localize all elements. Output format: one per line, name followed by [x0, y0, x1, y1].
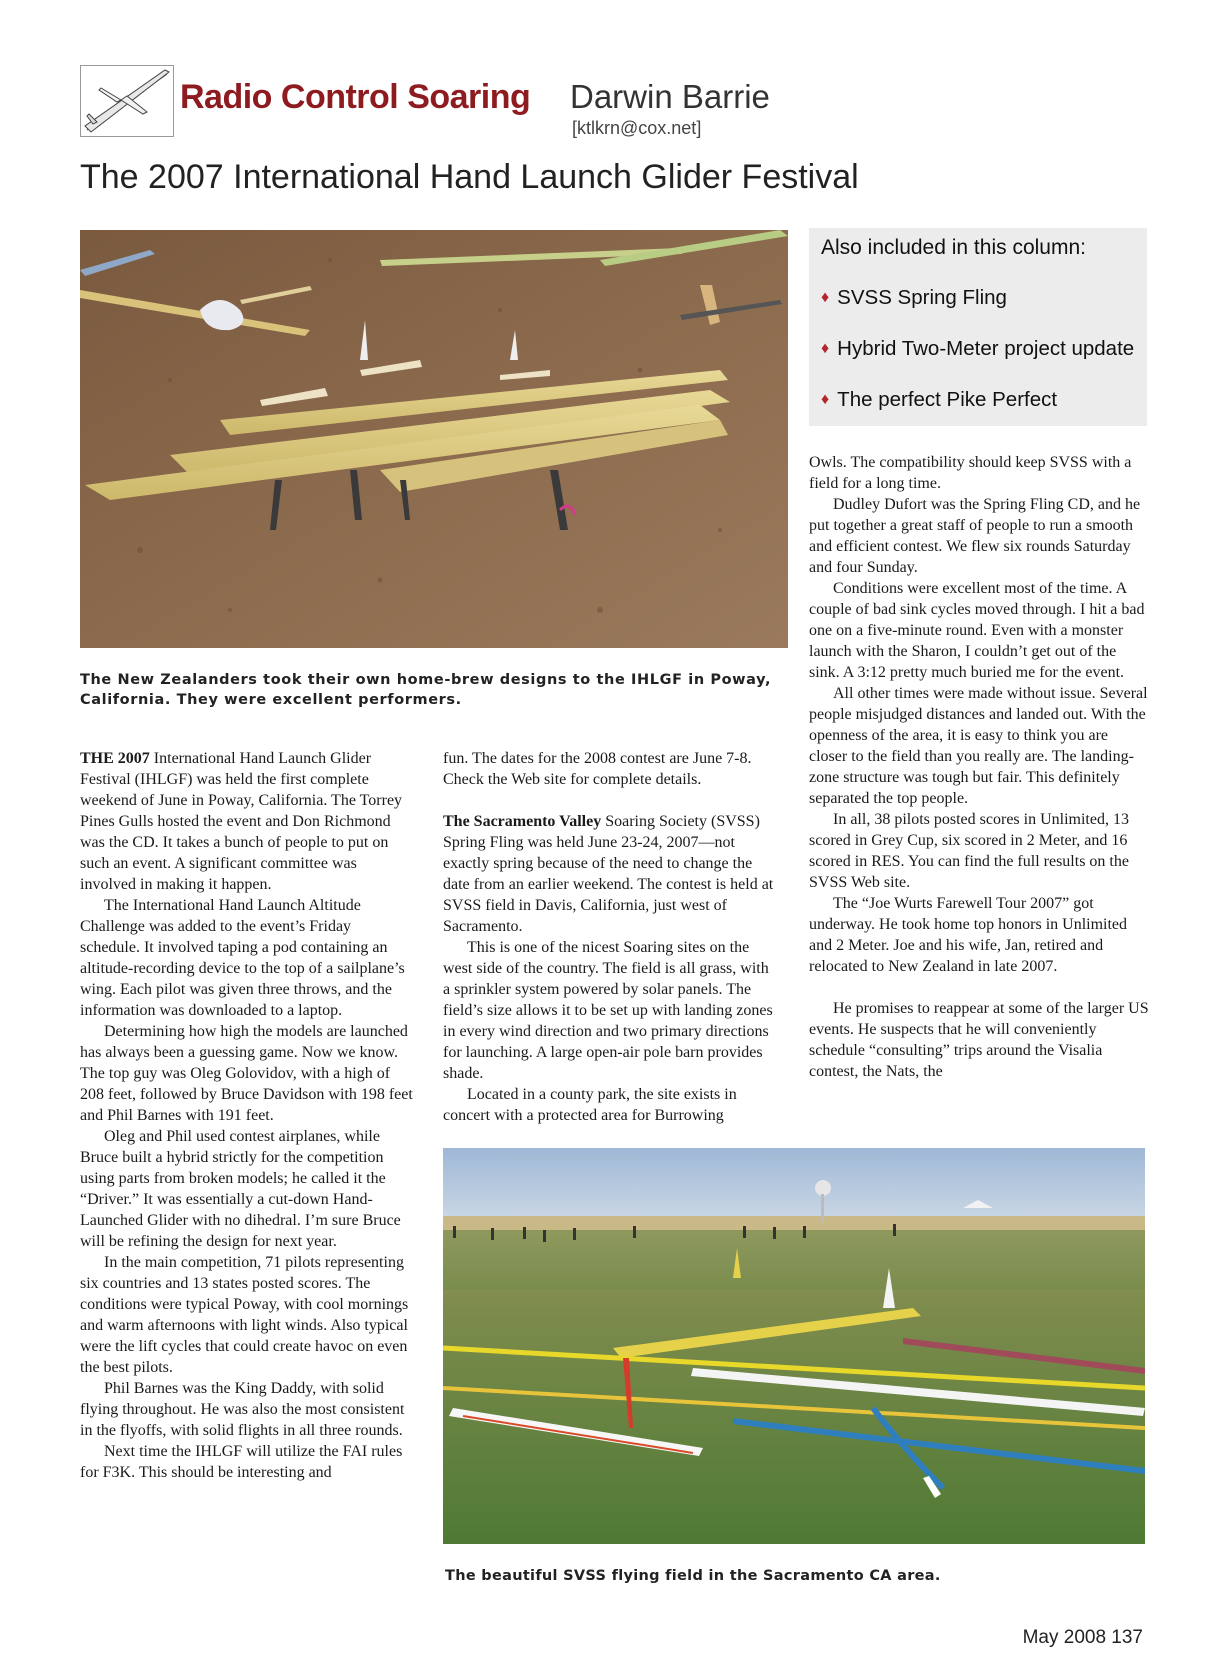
- column-title: Radio Control Soaring: [180, 78, 531, 116]
- paragraph: The Sacramento Valley Soaring Society (SVSS) Spring Fling was held June 23-24, 2007—not exactly spring because of the need to change the date from an earlier weekend. The contest is held at SVSS field in Davis, California, just west of Sacramento.: [443, 813, 774, 935]
- sidebar-item: ♦ Hybrid Two-Meter project update: [821, 337, 1135, 360]
- bullet-icon: ♦: [821, 340, 830, 357]
- paragraph: Phil Barnes was the King Daddy, with solid flying throughout. He was also the most consistent in the flyoffs, with solid flights in all three rounds.: [80, 1380, 405, 1439]
- paragraph: Conditions were excellent most of the time. A couple of bad sink cycles moved through. I hit a bad one on a five-minute round. Even with a monster launch with the Sharon, I couldn’t get out of the sink. A 3:12 pretty much buried me for the event.: [809, 580, 1145, 681]
- body-column-3: [809, 452, 1149, 1082]
- paragraph: THE 2007 International Hand Launch Glider Festival (IHLGF) was held the first complete weekend of June in Poway, California. The Torrey Pines Gulls hosted the event and Don Richmond was the CD. It takes a bunch of people to put on such an event. A significant committee was involved in making it happen.: [80, 750, 403, 893]
- paragraph: All other times were made without issue. Several people misjudged distances and landed out. With the openness of the area, it is easy to think you are closer to the field than you really are. The landing-zone structure was tough but fair. This definitely separated the top people.: [809, 685, 1148, 807]
- page-footer: May 2008 137: [1022, 1627, 1143, 1648]
- paragraph: In the main competition, 71 pilots representing six countries and 13 states posted scores. The conditions were typical Poway, with cool mornings and warm afternoons with light winds. Also typical were the lift cycles that could create havoc on even the best pilots.: [80, 1254, 409, 1376]
- column-logo: [80, 65, 174, 137]
- paragraph: This is one of the nicest Soaring sites on the west side of the country. The field is all grass, with a sprinkler system powered by solar panels. The field’s size allows it to be set up with landing zones in every wind direction and two primary directions for launching. A large open-air pole barn provides shade.: [443, 939, 773, 1082]
- body-column-2: [443, 748, 777, 1126]
- paragraph: In all, 38 pilots posted scores in Unlimited, 13 scored in Grey Cup, six scored in 2 Meter, and 16 scored in RES. You can find the full results on the SVSS Web site.: [809, 811, 1129, 891]
- paragraph: Oleg and Phil used contest airplanes, while Bruce built a hybrid strictly for the competition using parts from broken models; he called it the “Driver.” It was essentially a cut-down Hand-Launched Glider with no dihedral. I’m sure Bruce will be refining the design for next year.: [80, 1128, 401, 1250]
- sidebar-heading: Also included in this column:: [821, 236, 1086, 259]
- paragraph: He promises to reappear at some of the larger US events. He suspects that he will conveniently schedule “consulting” trips around the Visalia contest, the Nats, the: [809, 1000, 1149, 1080]
- also-included-box: [809, 228, 1147, 426]
- paragraph: Owls. The compatibility should keep SVSS with a field for a long time.: [809, 454, 1132, 492]
- article-title: The 2007 International Hand Launch Glider Festival: [80, 158, 859, 196]
- bullet-icon: ♦: [821, 391, 830, 408]
- bullet-icon: ♦: [821, 289, 830, 306]
- sidebar-item: ♦ SVSS Spring Fling: [821, 286, 1007, 309]
- paragraph: Dudley Dufort was the Spring Fling CD, and he put together a great staff of people to run a smooth and efficient contest. We flew six rounds Saturday and four Sunday.: [809, 496, 1141, 576]
- paragraph: Determining how high the models are launched has always been a guessing game. Now we know. The top guy was Oleg Golovidov, with a high of 208 feet, followed by Bruce Davidson with 198 feet and Phil Barnes with 191 feet.: [80, 1023, 413, 1124]
- author-email: [ktlkrn@cox.net]: [572, 118, 702, 138]
- body-column-1: [80, 748, 413, 1483]
- paragraph: The “Joe Wurts Farewell Tour 2007” got underway. He took home top honors in Unlimited and 2 Meter. Joe and his wife, Jan, retired and relocated to New Zealand in late 2007.: [809, 895, 1128, 975]
- paragraph: Located in a county park, the site exists in concert with a protected area for Burrowing: [443, 1086, 737, 1124]
- paragraph: Next time the IHLGF will utilize the FAI rules for F3K. This should be interesting and: [80, 1443, 403, 1481]
- gliders-on-dirt-photo: [80, 230, 788, 648]
- sidebar-item: ♦ The perfect Pike Perfect: [821, 388, 1058, 411]
- photo2-caption: The beautiful SVSS flying field in the Sacramento CA area.: [445, 1568, 941, 1584]
- author-name: Darwin Barrie: [570, 78, 770, 115]
- glider-logo-icon: [81, 66, 173, 136]
- photo1-caption: The New Zealanders took their own home-brew designs to the IHLGF in Poway, California. They were excellent performers.: [80, 672, 772, 708]
- paragraph: The International Hand Launch Altitude Challenge was added to the event’s Friday schedule. It involved taping a pod containing an altitude-recording device to the top of a sailplane’s wing. Each pilot was given three throws, and the information was downloaded to a laptop.: [80, 897, 405, 1019]
- flying-field-photo: [443, 1148, 1145, 1544]
- paragraph: fun. The dates for the 2008 contest are June 7-8. Check the Web site for complete details.: [443, 750, 752, 788]
